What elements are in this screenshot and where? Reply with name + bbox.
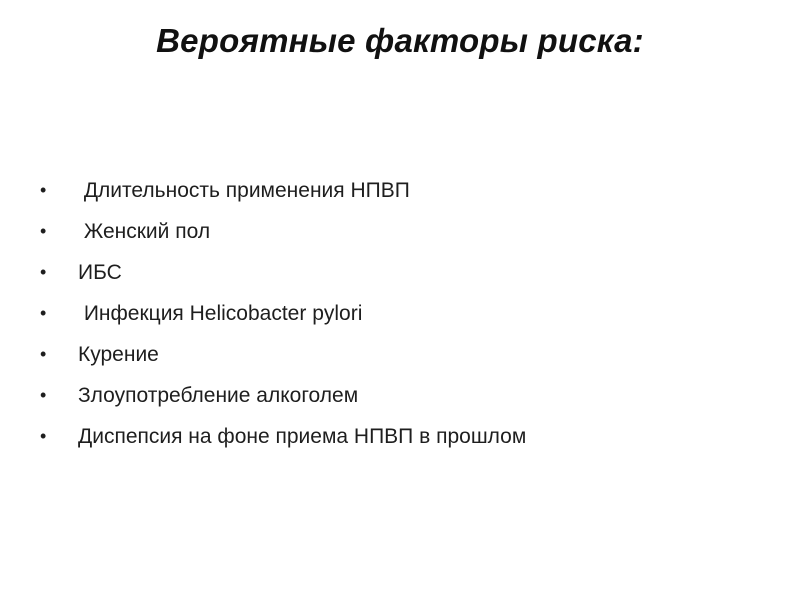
list-item-text: Женский пол (78, 220, 211, 243)
list-item-text: Злоупотребление алкоголем (78, 384, 359, 407)
list-item (40, 252, 760, 293)
list-item (40, 416, 760, 457)
bullet-icon: • (40, 180, 47, 200)
list-item (40, 334, 760, 375)
list-item (40, 211, 760, 252)
list-item (40, 375, 760, 416)
list-item (40, 293, 760, 334)
risk-factor-list (40, 170, 760, 457)
bullet-icon: • (40, 262, 47, 282)
slide-title: Вероятные факторы риска: (156, 22, 644, 59)
list-item-text: Инфекция Helicobacter pylori (78, 302, 363, 325)
list-item-text: Диспепсия на фоне приема НПВП в прошлом (78, 425, 527, 448)
bullet-icon: • (40, 385, 47, 405)
list-item-text: Длительность применения НПВП (78, 179, 410, 202)
bullet-icon: • (40, 344, 47, 364)
bullet-icon: • (40, 221, 47, 241)
list-item-text: Курение (78, 343, 159, 366)
bullet-icon: • (40, 426, 47, 446)
list-item (40, 170, 760, 211)
bullet-icon: • (40, 303, 47, 323)
list-item-text: ИБС (78, 261, 122, 284)
